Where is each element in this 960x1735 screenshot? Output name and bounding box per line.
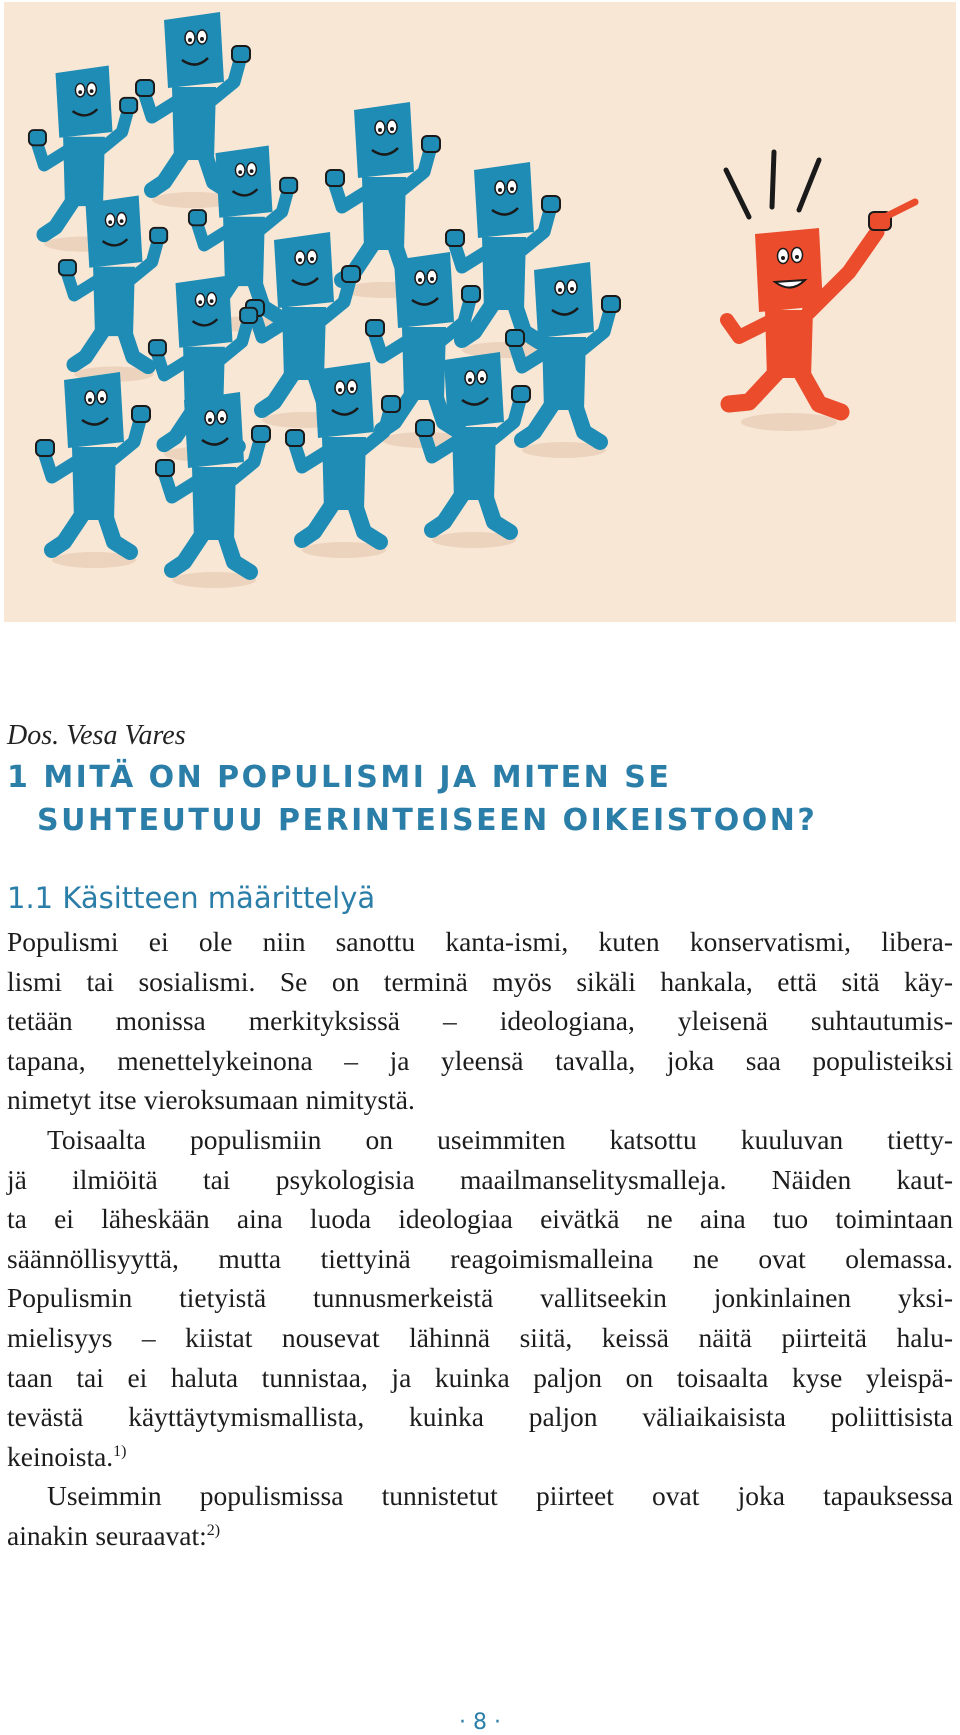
paragraph-line (7, 1437, 953, 1477)
paragraph-line: ta ei läheskään aina luoda ideologiaa eivätkä ne aina tuo toimintaan (7, 1203, 953, 1235)
paragraph-line (7, 1516, 953, 1556)
paragraph-line: säännöllisyyttä, mutta tiettyinä reagoimismalleina ne ovat olemassa. (7, 1242, 953, 1274)
paragraph-1 (7, 922, 953, 1120)
footnote-ref-2[interactable]: 2) (206, 1521, 221, 1539)
footnote-ref-1[interactable]: 1) (113, 1442, 127, 1460)
paragraph-line: Toisaalta populismiin on useimmiten katsottu kuuluvan tietty- (47, 1123, 953, 1155)
paragraph-line: tapana, menettelykeinona – ja yleensä tavalla, joka saa populisteiksi (7, 1044, 953, 1076)
chapter-title-line-2: SUHTEUTUU PERINTEISEEN OIKEISTOON? (37, 803, 818, 838)
paragraph-last-words: ainakin seuraavat: (7, 1519, 207, 1551)
paragraph-line: lismi tai sosialismi. Se on terminä myös sikäli hankala, että sitä käy- (7, 965, 953, 997)
paragraph-last-words: keinoista. (7, 1440, 114, 1472)
paragraph-line: Populismi ei ole niin sanottu kanta-ismi, kuten konservatismi, libera- (7, 926, 953, 957)
paragraph-line: mielisyys – kiistat nousevat lähinnä siitä, keissä näitä piirteitä halu- (7, 1321, 953, 1353)
crowd-vs-leader-icon (4, 2, 956, 622)
paragraph-line: Populismin tietyistä tunnusmerkeistä vallitseekin jonkinlainen yksi- (7, 1282, 953, 1314)
page-number: · 8 · (459, 1710, 501, 1735)
author-name: Dos. Vesa Vares (7, 720, 186, 751)
article-body (7, 718, 953, 1556)
paragraph-2 (7, 1120, 953, 1476)
section-title: 1.1 Käsitteen määrittelyä (7, 881, 376, 915)
paragraph-line: tevästä käyttäytymismallista, kuinka paljon väliaikaisista poliittisista (7, 1401, 953, 1433)
chapter-title (7, 756, 953, 842)
paragraph-line: jä ilmiöitä tai psykologisia maailmanselitysmalleja. Näiden kaut- (7, 1163, 953, 1195)
paragraph-line: nimetyt itse vieroksumaan nimitystä. (7, 1084, 415, 1116)
paragraph-3 (7, 1476, 953, 1555)
paragraph-line: tetään monissa merkityksissä – ideologiana, yleisenä suhtautumis- (7, 1005, 953, 1037)
crowd-vs-leader-illustration (4, 2, 956, 622)
paragraph-line: taan tai ei haluta tunnistaa, ja kuinka paljon on toisaalta kyse yleispä- (7, 1361, 953, 1393)
chapter-title-line-1: 1 MITÄ ON POPULISMI JA MITEN SE (7, 760, 672, 795)
paragraph-line: Useimmin populismissa tunnistetut piirteet ovat joka tapauksessa (47, 1480, 953, 1512)
